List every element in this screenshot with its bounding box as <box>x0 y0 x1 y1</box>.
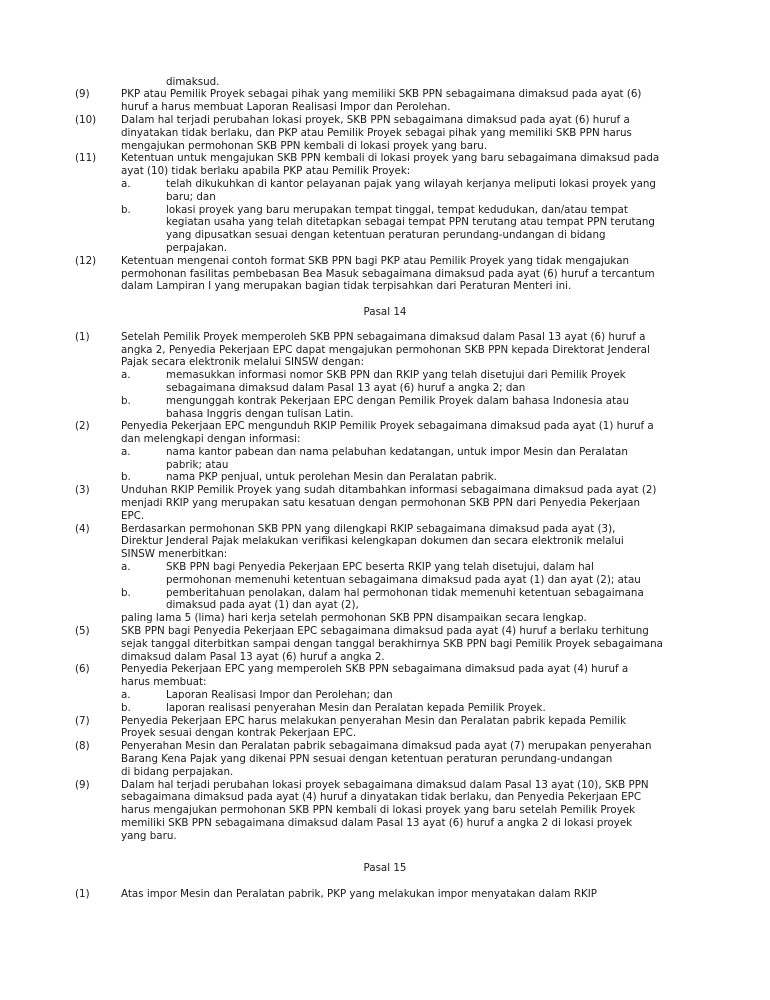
line-text: Direktur Jenderal Pajak melakukan verifikasi kelengkapan dokumen dan secara elektronik melalui <box>121 535 624 548</box>
item-letter: b. <box>121 586 131 599</box>
paragraph-number: (5) <box>75 625 90 638</box>
line-text: Pajak secara elektronik melalui SINSW dengan: <box>121 356 364 369</box>
paragraph-number: (12) <box>75 254 97 267</box>
text-line <box>0 382 770 395</box>
item-letter: a. <box>121 561 131 574</box>
line-text: memasukkan informasi nomor SKB PPN dan RKIP yang telah disetujui dari Pemilik Proyek <box>166 369 626 382</box>
line-text: kegiatan usaha yang telah ditetapkan sebagai tempat PPN terutang atau tempat PPN terutang <box>166 216 655 229</box>
document-page <box>0 76 770 901</box>
text-line <box>0 242 770 255</box>
line-text: huruf a harus membuat Laporan Realisasi Impor dan Perolehan. <box>121 101 451 114</box>
line-text: Laporan Realisasi Impor dan Perolehan; dan <box>166 689 393 702</box>
line-text: memiliki SKB PPN sebagaimana dimaksud dalam Pasal 13 ayat (6) huruf a angka 2 di lokasi proyek <box>121 817 633 829</box>
text-line <box>0 888 770 901</box>
text-line <box>0 753 770 766</box>
paragraph-number: (9) <box>75 88 90 101</box>
paragraph-number: (6) <box>75 663 90 676</box>
text-line <box>0 420 770 433</box>
line-text: lokasi proyek yang baru merupakan tempat tinggal, tempat kedudukan, dan/atau tempat <box>166 203 628 216</box>
article-heading: Pasal 15 <box>363 861 407 874</box>
text-line <box>0 599 770 612</box>
text-line <box>0 727 770 740</box>
line-text: Ketentuan mengenai contoh format SKB PPN bagi PKP atau Pemilik Proyek yang tidak mengajukan <box>121 254 630 267</box>
line-text: mengajukan permohonan SKB PPN kembali di lokasi proyek yang baru. <box>121 139 488 152</box>
item-letter: b. <box>121 701 131 714</box>
line-text: Penyedia Pekerjaan EPC yang memperoleh SKB PPN sebagaimana dimaksud pada ayat (4) huruf a <box>121 663 629 676</box>
text-line <box>0 471 770 484</box>
line-text: PKP atau Pemilik Proyek sebagai pihak yang memiliki SKB PPN sebagaimana dimaksud pada ayat (6) <box>121 88 642 101</box>
text-line <box>0 561 770 574</box>
text-line <box>0 191 770 204</box>
text-line <box>0 689 770 702</box>
line-text: Atas impor Mesin dan Peralatan pabrik, PKP yang melakukan impor menyatakan dalam RKIP <box>121 887 598 900</box>
text-line <box>0 165 770 178</box>
text-line <box>0 76 770 89</box>
line-text: harus mengajukan permohonan SKB PPN kembali di lokasi proyek yang baru setelah Pemilik Proyek <box>121 804 636 817</box>
text-line <box>0 395 770 408</box>
line-text: permohonan memenuhi ketentuan sebagaimana dimaksud pada ayat (1) dan ayat (2); atau <box>166 573 641 586</box>
paragraph-number: (2) <box>75 420 90 433</box>
line-text: nama kantor pabean dan nama pelabuhan kedatangan, untuk impor Mesin dan Peralatan <box>166 445 628 458</box>
text-line <box>0 88 770 101</box>
line-text: dinyatakan tidak berlaku, dan PKP atau Pemilik Proyek sebagai pihak yang memiliki SKB PPN harus <box>121 126 632 139</box>
text-line <box>0 152 770 165</box>
line-text: Proyek sesuai dengan kontrak Pekerjaan EPC. <box>121 727 357 740</box>
text-line <box>0 535 770 548</box>
text-line <box>0 229 770 242</box>
line-text: Penyedia Pekerjaan EPC harus melakukan penyerahan Mesin dan Peralatan pabrik kepada Pemilik <box>121 714 627 727</box>
item-letter: a. <box>121 177 131 190</box>
text-line <box>0 497 770 510</box>
paragraph-number: (4) <box>75 522 90 535</box>
line-text: dimaksud. <box>166 75 220 88</box>
text-line <box>0 344 770 357</box>
line-text: SINSW menerbitkan: <box>121 548 228 561</box>
line-text: dimaksud pada ayat (1) dan ayat (2), <box>166 599 359 612</box>
text-line <box>0 663 770 676</box>
line-text: telah dikukuhkan di kantor pelayanan pajak yang wilayah kerjanya meliputi lokasi proyek yang <box>166 177 656 190</box>
text-line <box>0 484 770 497</box>
line-text: Barang Kena Pajak yang dikenai PPN sesuai dengan ketentuan peraturan perundang-undangan <box>121 753 613 766</box>
text-line <box>0 702 770 715</box>
line-text: sebagaimana dimaksud pada ayat (4) huruf a dinyatakan tidak berlaku, dan Penyedia Pekerjaan EPC <box>121 791 642 804</box>
line-text: angka 2, Penyedia Pekerjaan EPC dapat mengajukan permohonan SKB PPN kepada Direktorat Jenderal <box>121 343 650 356</box>
text-line <box>0 216 770 229</box>
item-letter: a. <box>121 369 131 382</box>
item-letter: b. <box>121 394 131 407</box>
line-text: perpajakan. <box>166 241 228 254</box>
line-text: Berdasarkan permohonan SKB PPN yang dilengkapi RKIP sebagaimana dimaksud pada ayat (3), <box>121 522 616 535</box>
text-line <box>0 433 770 446</box>
text-line <box>0 587 770 600</box>
text-line <box>0 459 770 472</box>
paragraph-number: (7) <box>75 714 90 727</box>
text-line <box>0 255 770 268</box>
text-line <box>0 408 770 421</box>
paragraph-number: (1) <box>75 330 90 343</box>
paragraph-number: (1) <box>75 887 90 900</box>
text-line <box>0 178 770 191</box>
paragraph-number: (3) <box>75 484 90 497</box>
article-heading: Pasal 14 <box>363 305 407 318</box>
text-line <box>0 638 770 651</box>
text-line <box>0 331 770 344</box>
line-text: dalam Lampiran I yang merupakan bagian tidak terpisahkan dari Peraturan Menteri ini. <box>121 280 572 293</box>
line-text: bahasa Inggris dengan tulisan Latin. <box>166 407 354 420</box>
line-text: Ketentuan untuk mengajukan SKB PPN kembali di lokasi proyek yang baru sebagaimana dimaksud pada <box>121 152 660 165</box>
line-text: dimaksud dalam Pasal 13 ayat (6) huruf a angka 2. <box>121 650 385 663</box>
text-line <box>0 779 770 792</box>
text-line <box>0 510 770 523</box>
line-text: Penyerahan Mesin dan Peralatan pabrik sebagaimana dimaksud pada ayat (7) merupakan penyerahan <box>121 740 652 753</box>
line-text: Unduhan RKIP Pemilik Proyek yang sudah ditambahkan informasi sebagaimana dimaksud pada ayat (2) <box>121 484 657 497</box>
line-text: Dalam hal terjadi perubahan lokasi proyek, SKB PPN sebagaimana dimaksud pada ayat (6) huruf a <box>121 113 630 126</box>
text-line <box>0 101 770 114</box>
line-text: SKB PPN bagi Penyedia Pekerjaan EPC beserta RKIP yang telah disetujui, dalam hal <box>166 561 594 574</box>
text-line <box>0 612 770 625</box>
text-line <box>0 651 770 664</box>
item-letter: b. <box>121 471 131 484</box>
text-line <box>0 268 770 281</box>
text-line <box>0 446 770 459</box>
line-text: mengunggah kontrak Pekerjaan EPC dengan Pemilik Proyek dalam bahasa Indonesia atau <box>166 394 629 407</box>
text-line <box>0 817 770 830</box>
line-text: SKB PPN bagi Penyedia Pekerjaan EPC sebagaimana dimaksud pada ayat (4) huruf a berlaku terhitung <box>121 625 649 638</box>
line-text: menjadi RKIP yang merupakan satu kesatuan dengan permohonan SKB PPN dari Penyedia Pekerjaan <box>121 497 640 510</box>
item-letter: b. <box>121 203 131 216</box>
line-text: sejak tanggal diterbitkan sampai dengan tanggal berakhirnya SKB PPN bagi Pemilik Proyek sebagaimana <box>121 637 663 650</box>
line-text: paling lama 5 (lima) hari kerja setelah permohonan SKB PPN disampaikan secara lengkap. <box>121 612 587 625</box>
paragraph-number: (9) <box>75 778 90 791</box>
text-line <box>0 715 770 728</box>
line-text: pabrik; atau <box>166 458 229 471</box>
line-text: nama PKP penjual, untuk perolehan Mesin dan Peralatan pabrik. <box>166 471 497 484</box>
text-line <box>0 280 770 293</box>
text-line <box>0 523 770 536</box>
line-text: Setelah Pemilik Proyek memperoleh SKB PPN sebagaimana dimaksud dalam Pasal 13 ayat (6) huruf a <box>121 330 646 343</box>
text-line <box>0 204 770 217</box>
line-text: Penyedia Pekerjaan EPC mengunduh RKIP Pemilik Proyek sebagaimana dimaksud pada ayat (1) huruf a <box>121 420 654 433</box>
paragraph-number: (10) <box>75 113 97 126</box>
line-text: permohonan fasilitas pembebasan Bea Masuk sebagaimana dimaksud pada ayat (6) huruf a tercantum <box>121 267 655 280</box>
text-line <box>0 791 770 804</box>
item-letter: a. <box>121 689 131 702</box>
item-letter: a. <box>121 445 131 458</box>
text-line <box>0 548 770 561</box>
line-text: yang baru. <box>121 829 177 842</box>
paragraph-number: (11) <box>75 152 97 165</box>
line-text: baru; dan <box>166 190 216 203</box>
line-text: EPC. <box>121 509 145 522</box>
text-line <box>0 574 770 587</box>
text-line <box>0 625 770 638</box>
text-line <box>0 114 770 127</box>
line-text: di bidang perpajakan. <box>121 765 234 778</box>
line-text: laporan realisasi penyerahan Mesin dan Peralatan kepada Pemilik Proyek. <box>166 701 546 714</box>
line-text: harus membuat: <box>121 676 207 689</box>
text-line <box>0 369 770 382</box>
line-text: yang dipusatkan sesuai dengan ketentuan peraturan perundang-undangan di bidang <box>166 229 606 242</box>
text-line <box>0 740 770 753</box>
line-text: ayat (10) tidak berlaku apabila PKP atau Pemilik Proyek: <box>121 165 411 178</box>
paragraph-number: (8) <box>75 740 90 753</box>
line-text: dan melengkapi dengan informasi: <box>121 433 301 446</box>
text-line <box>0 830 770 843</box>
text-line <box>0 766 770 779</box>
text-line <box>0 676 770 689</box>
text-line <box>0 140 770 153</box>
text-line <box>0 804 770 817</box>
line-text: Dalam hal terjadi perubahan lokasi proyek sebagaimana dimaksud dalam Pasal 13 ayat (10), SKB PPN <box>121 778 649 791</box>
text-line <box>0 127 770 140</box>
line-text: pemberitahuan penolakan, dalam hal permohonan tidak memenuhi ketentuan sebagaimana <box>166 586 644 599</box>
line-text: sebagaimana dimaksud dalam Pasal 13 ayat (6) huruf a angka 2; dan <box>166 381 526 394</box>
text-line <box>0 356 770 369</box>
